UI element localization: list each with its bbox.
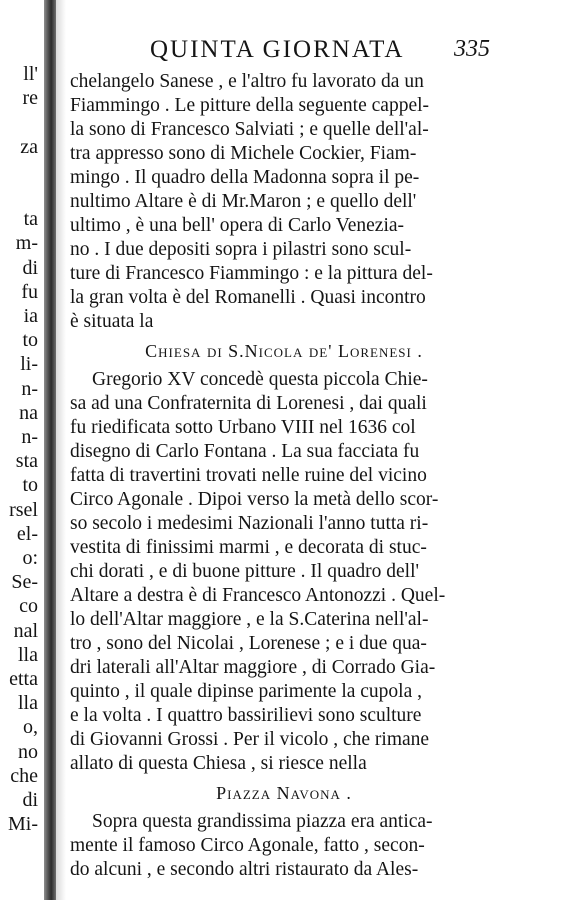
adjacent-page-fragment xyxy=(0,0,44,900)
margin-fragment: ta xyxy=(23,208,38,231)
margin-fragment: lla xyxy=(18,643,38,666)
margin-fragment: na xyxy=(19,401,38,424)
text-line: dri laterali all'Altar maggiore , di Corrado Gia- xyxy=(70,657,436,678)
margin-fragment: di xyxy=(22,789,38,811)
text-line: la gran volta è del Romanelli . Quasi incontro xyxy=(70,287,426,308)
text-line: Fiammingo . Le pitture della seguente cappel- xyxy=(70,95,430,116)
margin-fragment: Se- xyxy=(11,571,38,594)
margin-fragment: re xyxy=(22,87,38,110)
margin-fragment: ia xyxy=(23,305,38,327)
text-line: di Giovanni Grossi . Per il vicolo , che rimane xyxy=(70,729,430,750)
margin-fragment: che xyxy=(10,764,38,787)
text-line: nultimo Altare è di Mr.Maron ; e quello dell' xyxy=(70,191,417,212)
text-line: do alcuni , e secondo altri ristaurato da Ales- xyxy=(70,859,419,880)
margin-fragment: li- xyxy=(20,353,38,376)
margin-fragment: el- xyxy=(16,522,38,545)
text-line: ture di Francesco Fiammingo : e la pittura del- xyxy=(70,263,433,284)
text-line: la sono di Francesco Salviati ; e quelle dell'al- xyxy=(70,119,429,140)
text-line: fu riedificata sotto Urbano VIII nel 1636 col xyxy=(70,417,416,438)
text-line: e la volta . I quattro bassirilievi sono sculture xyxy=(70,705,422,726)
text-line: vestita di finissimi marmi , e decorata di stuc- xyxy=(70,537,427,558)
margin-fragment: n- xyxy=(21,377,38,400)
margin-fragment: ll' xyxy=(23,63,38,85)
text-line: Sopra questa grandissima piazza era anticа- xyxy=(92,811,433,832)
text-line: quinto , il quale dipinse parimente la cupola , xyxy=(70,681,422,702)
book-gutter xyxy=(44,0,56,900)
page-header xyxy=(150,36,490,66)
page-number: 335 xyxy=(454,36,490,62)
margin-fragment: to xyxy=(22,329,38,352)
margin-fragment: di xyxy=(22,256,38,279)
text-line: tra appresso sono di Michele Cockier, Fiam- xyxy=(70,143,417,164)
text-line: chi dorati , e di buone pitture . Il quadro dell' xyxy=(70,561,420,582)
margin-fragment: Mi- xyxy=(8,813,38,836)
text-line: mente il famoso Circo Agonale, fatto , secon- xyxy=(70,835,425,856)
body-text xyxy=(70,70,498,882)
text-line: disegno di Carlo Fontana . La sua facciata fu xyxy=(70,441,420,462)
margin-fragment: sta xyxy=(15,450,38,473)
section-heading: Piazza Navona . xyxy=(216,783,352,803)
text-line: fatta di travertini trovati nelle ruine del vicino xyxy=(70,465,427,486)
margin-fragment: lla xyxy=(18,692,38,715)
margin-fragment: za xyxy=(20,135,38,158)
text-line: Altare a destra è di Francesco Antonozzi . Quel- xyxy=(70,585,446,606)
text-line: lo dell'Altar maggiore , e la S.Caterina nell'al- xyxy=(70,609,429,630)
margin-fragment: m- xyxy=(15,232,38,255)
text-line: so secolo i medesimi Nazionali l'anno tutta ri- xyxy=(70,513,429,534)
text-line: tro , sono del Nicolai , Lorenese ; e i due qua- xyxy=(70,633,427,654)
margin-fragment: no xyxy=(18,740,38,763)
margin-fragment: rsel xyxy=(9,498,38,521)
margin-fragment: o: xyxy=(22,547,38,569)
section-heading: Chiesa di S.Nicola de' Lorenesi . xyxy=(145,341,423,361)
text-line: Gregorio XV concedè questa piccola Chie- xyxy=(92,369,428,390)
text-line: sa ad una Confraternita di Lorenesi , dai quali xyxy=(70,393,427,414)
page-shadow xyxy=(56,0,66,900)
margin-fragment: to xyxy=(22,474,38,497)
margin-fragment: o, xyxy=(23,716,38,739)
margin-fragment: n- xyxy=(21,426,38,448)
text-line: allato di questa Chiesa , si riesce nella xyxy=(70,753,367,774)
text-line: no . I due depositi sopra i pilastri sono scul- xyxy=(70,239,412,260)
running-head: QUINTA GIORNATA xyxy=(150,36,405,63)
text-line: Circo Agonale . Dipoi verso la metà dello scor- xyxy=(70,489,439,510)
margin-fragment: nal xyxy=(13,619,38,642)
text-line: ultimo , è una bell' opera di Carlo Veneziа- xyxy=(70,215,405,236)
margin-fragment: co xyxy=(19,595,38,618)
text-line: mingo . Il quadro della Madonna sopra il pe- xyxy=(70,167,420,188)
text-line: è situata la xyxy=(70,311,154,332)
margin-fragment: etta xyxy=(9,668,38,690)
text-line: chelangelo Sanese , e l'altro fu lavorato da un xyxy=(70,71,424,92)
margin-fragment: fu xyxy=(21,280,38,303)
